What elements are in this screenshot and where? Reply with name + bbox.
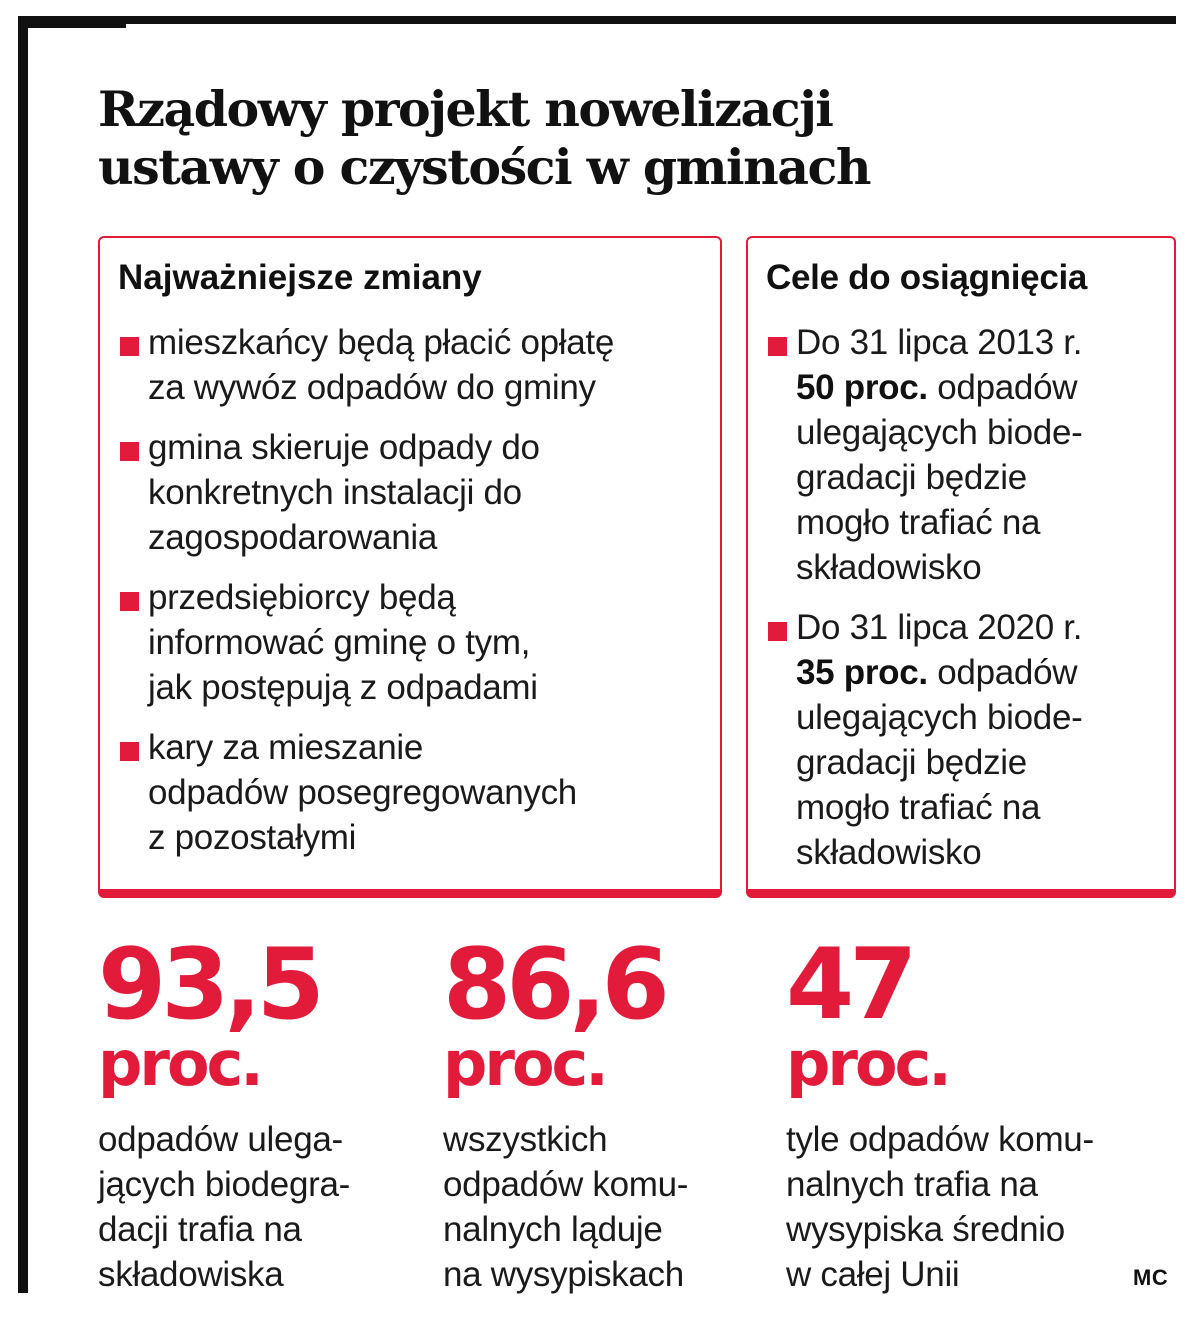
item-line: za wywóz odpadów do gminy [148,368,596,407]
stat-description [786,1117,1169,1297]
changes-list [118,320,712,875]
item-line: składowisko [796,548,982,587]
stat-unit: proc. [786,1027,949,1100]
list-item [118,575,712,710]
stat-unit: proc. [443,1027,606,1100]
stat-block [98,928,418,1297]
goal-value-line [796,365,1166,410]
stat-line: wszystkich [443,1120,608,1159]
item-line: gradacji będzie [796,458,1027,497]
square-bullet-icon [120,442,139,461]
stat-line: wysypiska średnio [786,1210,1065,1249]
stat-description [98,1117,418,1297]
item-line: konkretnych instalacji do [148,473,522,512]
stat-line: odpadów ulega- [98,1120,343,1159]
item-line: kary za mieszanie [148,728,424,767]
stat-value: 86,6 [443,928,665,1042]
square-bullet-icon [768,622,787,641]
item-line: gmina skieruje odpady do [148,428,540,467]
frame-top-rule [18,16,1176,24]
item-line: odpadów posegregowanych [148,773,577,812]
square-bullet-icon [120,742,139,761]
stat-value: 47 [786,928,913,1042]
stat-line: tyle odpadów komu- [786,1120,1094,1159]
frame-corner-tab [18,16,126,28]
item-line: informować gminę o tym, [148,623,531,662]
goal-value-tail: odpadów [937,653,1078,692]
stat-line: na wysypiskach [443,1255,684,1294]
goals-list [766,320,1166,890]
title-line-2: ustawy o czystości w gminach [98,138,870,196]
goal-value-line [796,650,1166,695]
author-credit: MC [1133,1265,1169,1290]
goals-heading: Cele do osiągnięcia [766,258,1088,297]
title-line-1: Rządowy projekt nowelizacji [98,80,833,138]
item-line: mieszkańcy będą płacić opłatę [148,323,615,362]
item-line: z pozostałymi [148,818,357,857]
item-line: ulegających biode- [796,698,1083,737]
square-bullet-icon [768,337,787,356]
square-bullet-icon [120,337,139,356]
goal-date: Do 31 lipca 2020 r. [796,608,1083,647]
stat-line: jących biodegra- [98,1165,351,1204]
list-item [118,320,712,410]
item-line: przedsiębiorcy będą [148,578,456,617]
goal-value: 35 proc. [796,653,928,692]
list-item [118,725,712,860]
changes-heading: Najważniejsze zmiany [118,258,482,297]
stat-line: odpadów komu- [443,1165,689,1204]
item-line: mogło trafiać na [796,503,1041,542]
stat-line: nalnych trafia na [786,1165,1038,1204]
goal-value: 50 proc. [796,368,928,407]
list-item [766,320,1166,590]
goal-date: Do 31 lipca 2013 r. [796,323,1083,362]
stat-description [443,1117,763,1297]
frame-left-rule [18,16,28,1293]
list-item [766,605,1166,875]
page-title [98,80,1098,196]
changes-box [98,236,722,898]
stat-value: 93,5 [98,928,320,1042]
stat-block [786,928,1169,1297]
list-item [118,425,712,560]
stat-line: dacji trafia na [98,1210,302,1249]
item-line: zagospodarowania [148,518,438,557]
stat-line: w całej Unii [786,1255,960,1294]
item-line: gradacji będzie [796,743,1027,782]
item-line: ulegających biode- [796,413,1083,452]
stat-line: składowiska [98,1255,284,1294]
item-line: mogło trafiać na [796,788,1041,827]
stat-line: nalnych ląduje [443,1210,663,1249]
goals-box [746,236,1176,898]
square-bullet-icon [120,592,139,611]
item-line: składowisko [796,833,982,872]
stat-block [443,928,763,1297]
stat-unit: proc. [98,1027,261,1100]
goal-value-tail: odpadów [937,368,1078,407]
item-line: jak postępują z odpadami [148,668,538,707]
